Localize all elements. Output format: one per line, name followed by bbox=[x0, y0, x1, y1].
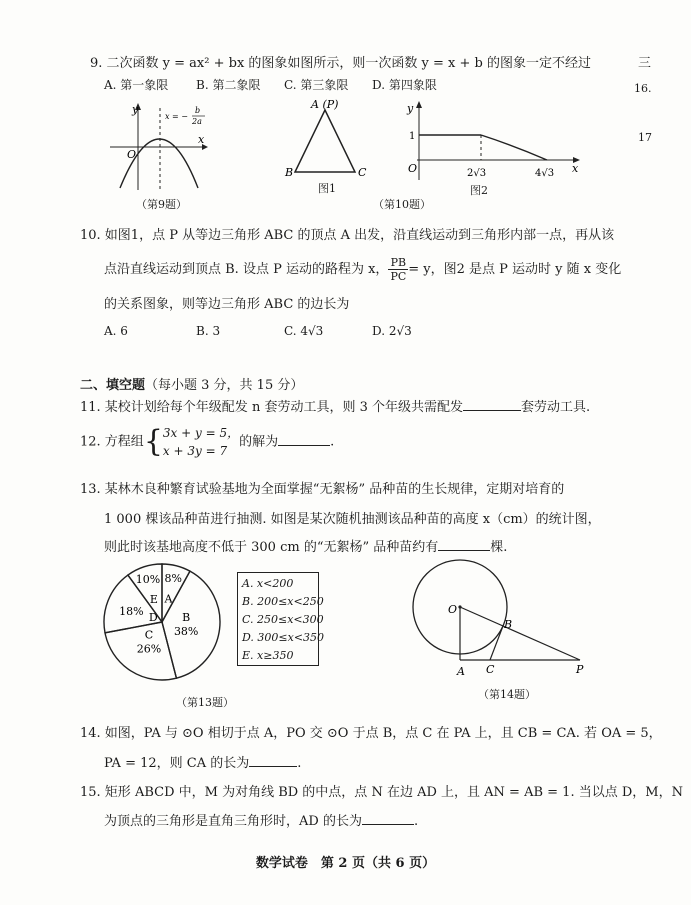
section-note: （每小题 3 分，共 15 分） bbox=[145, 378, 304, 393]
legend-item-a: A. x<200 bbox=[242, 577, 294, 590]
section-2-heading bbox=[80, 374, 303, 393]
q12-text: . bbox=[330, 434, 335, 450]
q10-option-c: C. 4√3 bbox=[284, 324, 324, 338]
margin-number: 17 bbox=[638, 131, 652, 144]
pie-category-label: B bbox=[182, 611, 191, 625]
fig1-caption: 图1 bbox=[318, 182, 336, 195]
tick-x-4root3: 4√3 bbox=[535, 168, 555, 179]
q10-figure-caption: （第10题） bbox=[373, 198, 431, 211]
pie-value-label: 18% bbox=[119, 605, 144, 619]
q13-text: 棵. bbox=[490, 540, 508, 555]
pie-chart bbox=[100, 560, 225, 685]
q13-text: 则此时该基地高度不低于 300 cm 的“无絮杨” 品种苗约有 bbox=[104, 540, 439, 555]
vertex-b-label: B bbox=[285, 166, 294, 179]
pie-category-label: E bbox=[149, 593, 158, 607]
segment-cb bbox=[490, 626, 503, 660]
equation-system bbox=[163, 424, 239, 460]
frac-den: PC bbox=[390, 270, 407, 283]
q10-option-a: A. 6 bbox=[104, 324, 128, 338]
frac-num: PB bbox=[388, 256, 408, 270]
pie-value-label: 8% bbox=[164, 572, 182, 586]
question-14-line1: 14. 如图，PA 与 ⊙O 相切于点 A，PO 交 ⊙O 于点 B，点 C 在 PA 上，且 CB = CA. 若 OA = 5， bbox=[80, 726, 662, 741]
point-o-label: O bbox=[448, 603, 458, 616]
vertex-c-label: C bbox=[358, 166, 367, 179]
q15-text: . bbox=[413, 814, 419, 829]
segment-po bbox=[460, 607, 580, 660]
fig2-graph bbox=[405, 100, 580, 185]
graph-curve bbox=[481, 135, 547, 160]
pie-category-label: D bbox=[148, 611, 158, 625]
equation-2: x + 3y = 7 bbox=[162, 444, 228, 458]
question-10-line2 bbox=[104, 256, 621, 283]
answer-blank[interactable] bbox=[463, 398, 521, 411]
q14-figure-caption: （第14题） bbox=[478, 688, 536, 701]
question-10-line3: 的关系图象，则等边三角形 ABC 的边长为 bbox=[104, 297, 350, 312]
section-title: 二、填空题 bbox=[80, 378, 146, 393]
fig2-caption: 图2 bbox=[470, 184, 488, 197]
legend-item-d: D. 300≤x<350 bbox=[242, 631, 325, 644]
q14-text: . bbox=[297, 756, 302, 771]
vertex-a-label: A (P) bbox=[311, 98, 339, 111]
triangle-abc bbox=[295, 110, 355, 172]
x-label: x bbox=[198, 133, 205, 146]
question-9-stem: 9. 二次函数 y = ax² + bx 的图象如图所示，则一次函数 y = x + b 的图象一定不经过 bbox=[90, 56, 591, 71]
pie-legend bbox=[237, 572, 325, 666]
q11-text: 11. 某校计划给每个年级配发 n 套劳动工具，则 3 个年级共需配发 bbox=[80, 400, 463, 415]
axis-frac-num: b bbox=[195, 106, 201, 115]
pie-value-label: 26% bbox=[136, 642, 162, 656]
legend-item-e: E. x≥350 bbox=[242, 649, 294, 662]
x-label: x bbox=[572, 162, 579, 175]
fraction-pb-pc bbox=[388, 256, 408, 283]
margin-char: 三 bbox=[638, 56, 652, 71]
pie-category-label: C bbox=[144, 628, 154, 642]
q9-figure-caption: （第9题） bbox=[136, 198, 187, 211]
question-15-line1: 15. 矩形 ABCD 中，M 为对角线 BD 的中点，点 N 在边 AD 上，且 AN = AB = 1. 当以点 D，M，N bbox=[80, 785, 683, 800]
answer-blank[interactable] bbox=[362, 812, 414, 825]
axis-frac-den: 2a bbox=[192, 117, 202, 126]
page-footer: 数学试卷 第 2 页（共 6 页） bbox=[255, 856, 436, 871]
q9-option-c: C. 第三象限 bbox=[284, 78, 349, 92]
question-13-line2: 1 000 棵该品种苗进行抽测. 如图是某次随机抽测该品种苗的高度 x（cm）的统计图， bbox=[104, 512, 601, 527]
q11-text: 套劳动工具. bbox=[520, 400, 591, 415]
brace: { bbox=[143, 424, 163, 459]
fig14-circle-tangent bbox=[405, 565, 595, 678]
q10-text: = y，图2 是点 P 运动时 y 随 x 变化 bbox=[408, 262, 622, 277]
tick-y-1: 1 bbox=[409, 131, 416, 142]
origin-label: O bbox=[127, 148, 137, 161]
q10-option-b: B. 3 bbox=[196, 324, 221, 338]
point-a-label: A bbox=[457, 665, 465, 678]
origin-label: O bbox=[408, 162, 418, 175]
q10-option-d: D. 2√3 bbox=[372, 324, 412, 338]
question-14-line2 bbox=[104, 752, 301, 771]
pie-value-label: 38% bbox=[173, 625, 199, 639]
question-10-line1: 10. 如图1，点 P 从等边三角形 ABC 的顶点 A 出发，沿直线运动到三角形内部一点，再从该 bbox=[80, 228, 615, 243]
q14-text: PA = 12，则 CA 的长为 bbox=[104, 756, 250, 771]
question-13-line1: 13. 某林木良种繁育试验基地为全面掌握“无絮杨” 品种苗的生长规律，定期对培育的 bbox=[80, 482, 565, 497]
margin-number: 16. bbox=[634, 82, 652, 95]
q9-parabola-figure bbox=[110, 100, 210, 195]
point-b-label: B bbox=[504, 618, 513, 631]
answer-blank[interactable] bbox=[278, 433, 330, 446]
equation-1: 3x + y = 5， bbox=[162, 426, 240, 440]
question-12 bbox=[80, 424, 334, 460]
y-label: y bbox=[407, 102, 414, 115]
q13-figure-caption: （第13题） bbox=[176, 696, 234, 709]
point-c-label: C bbox=[486, 663, 495, 676]
q9-option-b: B. 第二象限 bbox=[196, 78, 261, 92]
q9-option-d: D. 第四象限 bbox=[372, 78, 437, 92]
q10-text: 点沿直线运动到顶点 B. 设点 P 运动的路程为 x， bbox=[104, 262, 389, 277]
q12-text: 12. 方程组 bbox=[80, 434, 144, 450]
q9-option-a: A. 第一象限 bbox=[104, 78, 169, 92]
q15-text: 为顶点的三角形是直角三角形时，AD 的长为 bbox=[104, 814, 362, 829]
legend-item-b: B. 200≤x<250 bbox=[242, 595, 324, 608]
question-15-line2 bbox=[104, 810, 418, 829]
axis-label: x = − bbox=[165, 112, 189, 121]
point-p-label: P bbox=[576, 663, 584, 676]
question-13-line3 bbox=[104, 536, 507, 555]
legend-item-c: C. 250≤x<300 bbox=[242, 613, 324, 626]
pie-category-label: A bbox=[164, 592, 173, 606]
parabola-curve bbox=[120, 139, 198, 188]
pie-value-label: 10% bbox=[135, 572, 161, 586]
answer-blank[interactable] bbox=[438, 538, 490, 551]
answer-blank[interactable] bbox=[249, 754, 297, 767]
y-label: y bbox=[132, 103, 139, 116]
question-11 bbox=[80, 396, 590, 415]
q12-text: 的解为 bbox=[239, 434, 279, 450]
tick-x-2root3: 2√3 bbox=[467, 168, 487, 179]
